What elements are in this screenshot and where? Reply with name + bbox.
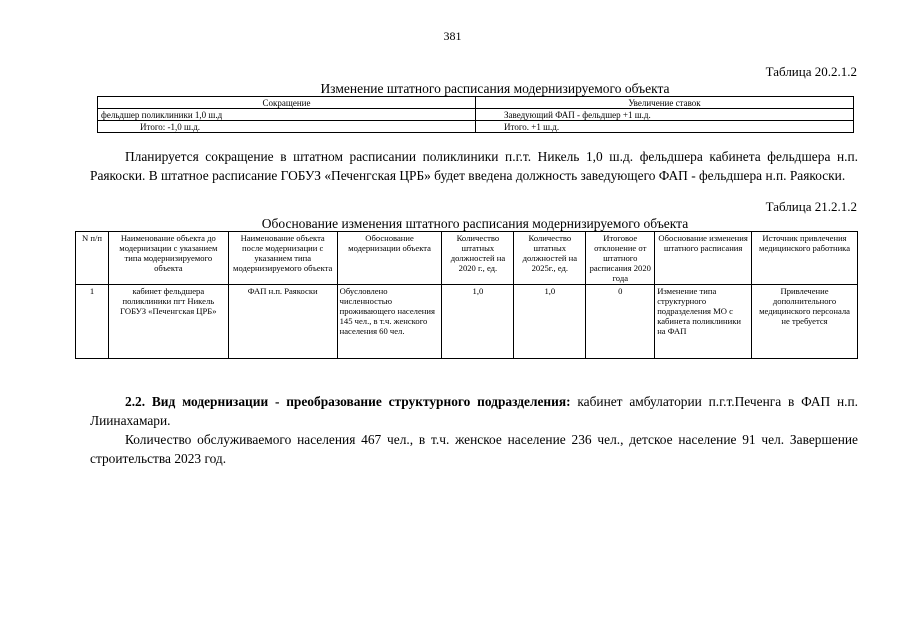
cell-change-reason: Изменение типа структурного подразделения МО с кабинета поликлиники на ФАП	[655, 285, 752, 359]
header-deviation: Итоговое отклонение от штатного расписания 2020 года	[586, 232, 655, 285]
cell-object-before: кабинет фельдшера поликлиники пгт Никель ГОБУЗ «Печенгская ЦРБ»	[108, 285, 228, 359]
cell-object-after: ФАП н.п. Раякоски	[228, 285, 337, 359]
page-number: 381	[443, 29, 462, 43]
cell-deviation: 0	[586, 285, 655, 359]
header-number: N п/п	[76, 232, 109, 285]
cell-positions-2025: 1,0	[514, 285, 586, 359]
table-row-total	[98, 121, 854, 133]
section-heading-bold: 2.2. Вид модернизации - преобразование структурного подразделения:	[125, 394, 571, 409]
header-change-reason: Обоснование изменения штатного расписания	[655, 232, 752, 285]
header-source: Источник привлечения медицинского работника	[752, 232, 858, 285]
paragraph-staffing	[90, 147, 858, 185]
section-2-2	[90, 392, 858, 468]
header-object-before: Наименование объекта до модернизации с указанием типа модернизируемого объекта	[108, 232, 228, 285]
cell-cut: фельдшер поликлиники 1,0 ш.д	[98, 109, 476, 121]
section-heading-rest: кабинет амбулатории п.г.т.Печенга в ФАП н.п. Лиинахамари.	[90, 394, 858, 428]
header-positions-2020: Количество штатных должностей на 2020 г., ед.	[442, 232, 514, 285]
table1-title: Изменение штатного расписания модернизируемого объекта	[320, 81, 670, 96]
header-increase: Увеличение ставок	[476, 97, 854, 109]
table1-label: Таблица 20.2.1.2	[765, 64, 857, 79]
cell-source: Привлечение дополнительного медицинского персонала не требуется	[752, 285, 858, 359]
header-justification: Обоснование модернизации объекта	[337, 232, 442, 285]
paragraph-text: Планируется сокращение в штатном расписании поликлиники п.г.т. Никель 1,0 ш.д. фельдшера кабинета фельдшера н.п. Раякоски. В штатное расписание ГОБУЗ «Печенгская ЦРБ» будет введена должность заведующего ФАП - фельдшера н.п. Раякоски.	[90, 149, 858, 183]
table-header-row	[76, 232, 858, 285]
table-row	[98, 109, 854, 121]
table2-title: Обоснование изменения штатного расписания модернизируемого объекта	[261, 216, 689, 231]
table2-label: Таблица 21.2.1.2	[765, 199, 857, 214]
table-header-row	[98, 97, 854, 109]
cell-total-cut: Итого: -1,0 ш.д.	[98, 121, 476, 133]
header-cut: Сокращение	[98, 97, 476, 109]
justification-table	[75, 231, 858, 359]
cell-total-increase: Итого. +1 ш.д.	[476, 121, 854, 133]
section-heading	[90, 392, 858, 430]
table-row	[76, 285, 858, 359]
header-object-after: Наименование объекта после модернизации с указанием типа модернизируемого объекта	[228, 232, 337, 285]
cell-number: 1	[76, 285, 109, 359]
cell-increase: Заведующий ФАП - фельдшер +1 ш.д.	[476, 109, 854, 121]
section-paragraph: Количество обслуживаемого населения 467 чел., в т.ч. женское население 236 чел., детское население 91 чел. Завершение строительства 2023 год.	[90, 432, 858, 466]
staffing-change-table	[97, 96, 854, 133]
cell-justification: Обусловлено численностью проживающего населения 145 чел., в т.ч. женского населения 60 чел.	[337, 285, 442, 359]
cell-positions-2020: 1,0	[442, 285, 514, 359]
header-positions-2025: Количество штатных должностей на 2025г., ед.	[514, 232, 586, 285]
